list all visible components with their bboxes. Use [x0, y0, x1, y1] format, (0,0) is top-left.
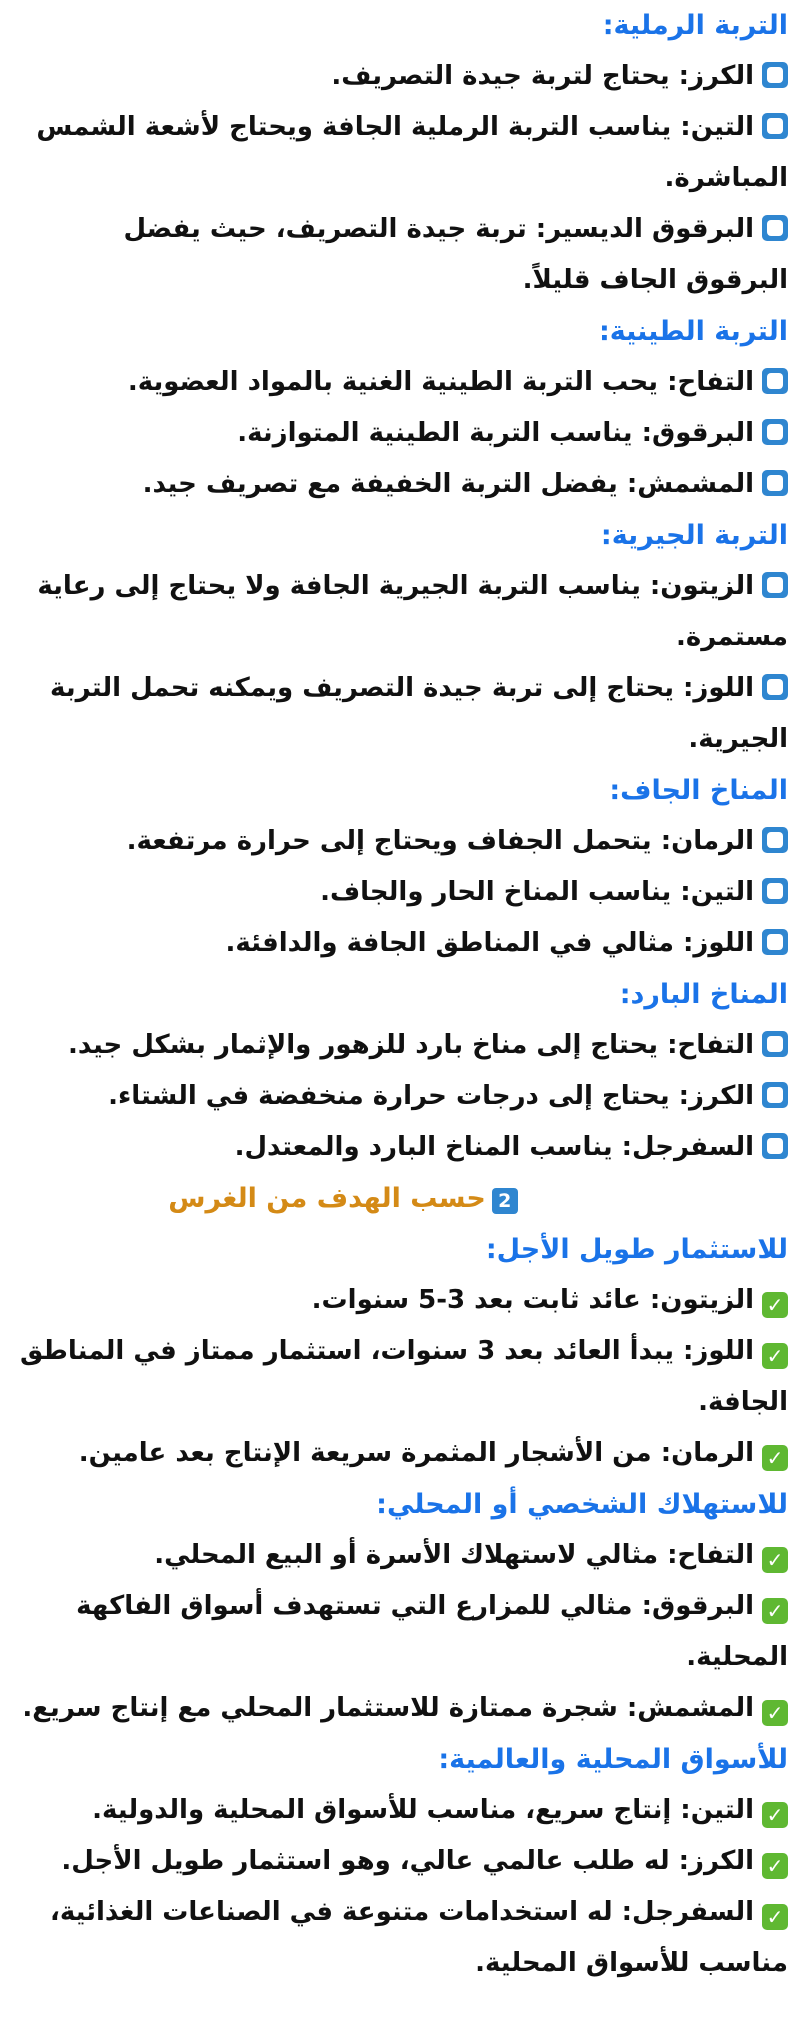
blue-square-button-icon	[762, 929, 788, 955]
list-item-text: البرقوق: مثالي للمزارع التي تستهدف أسواق الفاكهة المحلية.	[76, 1591, 788, 1672]
list-item	[18, 1683, 788, 1734]
goal-heading-long-term-investment: للاستثمار طويل الأجل:	[485, 1234, 788, 1265]
list-item-text: التفاح: يحتاج إلى مناخ بارد للزهور والإثمار بشكل جيد.	[68, 1030, 754, 1060]
list-item-text: السفرجل: يناسب المناخ البارد والمعتدل.	[234, 1132, 754, 1162]
blue-square-button-icon	[762, 1031, 788, 1057]
list-item-text: التين: يناسب التربة الرملية الجافة ويحتاج لأشعة الشمس المباشرة.	[36, 112, 788, 193]
list-item-text: الزيتون: عائد ثابت بعد 3-5 سنوات.	[311, 1285, 754, 1315]
list-item	[18, 1785, 788, 1836]
green-check-mark-icon: ✓	[762, 1598, 788, 1624]
blue-square-button-icon	[762, 572, 788, 598]
list-item-text: الرمان: من الأشجار المثمرة سريعة الإنتاج بعد عامين.	[78, 1438, 754, 1468]
list-item-text: اللوز: مثالي في المناطق الجافة والدافئة.	[225, 928, 754, 958]
list-item-text: التين: يناسب المناخ الحار والجاف.	[320, 877, 754, 907]
list-item	[18, 1275, 788, 1326]
section-title-planting-goal	[18, 1173, 788, 1224]
blue-square-button-icon	[762, 470, 788, 496]
blue-square-button-icon	[762, 1133, 788, 1159]
list-item-text: البرقوق: يناسب التربة الطينية المتوازنة.	[237, 418, 754, 448]
blue-square-button-icon	[762, 674, 788, 700]
list-item-text: اللوز: يحتاج إلى تربة جيدة التصريف ويمكنه تحمل التربة الجيرية.	[50, 673, 788, 754]
green-check-mark-icon: ✓	[762, 1700, 788, 1726]
list-item-text: المشمش: شجرة ممتازة للاستثمار المحلي مع إنتاج سريع.	[22, 1693, 754, 1723]
section-heading-sandy-soil: التربة الرملية:	[602, 10, 788, 41]
blue-square-button-icon	[762, 827, 788, 853]
list-item	[18, 357, 788, 408]
list-item	[18, 918, 788, 969]
list-item	[18, 204, 788, 306]
section-heading-clay-soil: التربة الطينية:	[598, 316, 788, 347]
green-check-mark-icon: ✓	[762, 1445, 788, 1471]
list-item	[18, 1887, 788, 1989]
section-heading-dry-climate: المناخ الجاف:	[609, 775, 788, 806]
list-item-text: السفرجل: له استخدامات متنوعة في الصناعات الغذائية، مناسب للأسواق المحلية.	[49, 1897, 788, 1978]
green-check-mark-icon: ✓	[762, 1904, 788, 1930]
blue-square-button-icon	[762, 878, 788, 904]
list-item	[18, 1581, 788, 1683]
list-item-text: الكرز: يحتاج إلى درجات حرارة منخفضة في الشتاء.	[108, 1081, 754, 1111]
section-title-text: حسب الهدف من الغرس	[168, 1183, 486, 1214]
list-item	[18, 51, 788, 102]
list-item	[18, 663, 788, 765]
list-item	[18, 408, 788, 459]
list-item-text: التفاح: مثالي لاستهلاك الأسرة أو البيع المحلي.	[154, 1540, 754, 1570]
list-item	[18, 867, 788, 918]
green-check-mark-icon: ✓	[762, 1547, 788, 1573]
green-check-mark-icon: ✓	[762, 1343, 788, 1369]
list-item-text: البرقوق الديسير: تربة جيدة التصريف، حيث يفضل البرقوق الجاف قليلاً.	[123, 214, 788, 295]
list-item	[18, 1071, 788, 1122]
green-check-mark-icon: ✓	[762, 1802, 788, 1828]
list-item	[18, 1836, 788, 1887]
list-item	[18, 1428, 788, 1479]
blue-square-button-icon	[762, 368, 788, 394]
keycap-number-icon: 2	[492, 1188, 518, 1214]
blue-square-button-icon	[762, 1082, 788, 1108]
blue-square-button-icon	[762, 113, 788, 139]
section-heading-cold-climate: المناخ البارد:	[619, 979, 788, 1010]
list-item-text: التين: إنتاج سريع، مناسب للأسواق المحلية والدولية.	[92, 1795, 754, 1825]
green-check-mark-icon: ✓	[762, 1853, 788, 1879]
list-item-text: التفاح: يحب التربة الطينية الغنية بالمواد العضوية.	[127, 367, 754, 397]
list-item	[18, 1122, 788, 1173]
list-item-text: الكرز: يحتاج لتربة جيدة التصريف.	[331, 61, 754, 91]
list-item	[18, 1020, 788, 1071]
list-item	[18, 816, 788, 867]
blue-square-button-icon	[762, 419, 788, 445]
list-item	[18, 102, 788, 204]
goal-heading-local-consumption: للاستهلاك الشخصي أو المحلي:	[376, 1489, 788, 1520]
list-item-text: الكرز: له طلب عالمي عالي، وهو استثمار طويل الأجل.	[61, 1846, 754, 1876]
list-item-text: المشمش: يفضل التربة الخفيفة مع تصريف جيد.	[142, 469, 754, 499]
blue-square-button-icon	[762, 62, 788, 88]
list-item-text: اللوز: يبدأ العائد بعد 3 سنوات، استثمار ممتاز في المناطق الجافة.	[19, 1336, 788, 1417]
section-heading-calcareous-soil: التربة الجيرية:	[600, 520, 788, 551]
list-item	[18, 561, 788, 663]
list-item	[18, 1326, 788, 1428]
list-item	[18, 459, 788, 510]
blue-square-button-icon	[762, 215, 788, 241]
green-check-mark-icon: ✓	[762, 1292, 788, 1318]
goal-heading-global-markets: للأسواق المحلية والعالمية:	[438, 1744, 788, 1775]
list-item	[18, 1530, 788, 1581]
list-item-text: الزيتون: يناسب التربة الجيرية الجافة ولا يحتاج إلى رعاية مستمرة.	[37, 571, 788, 652]
list-item-text: الرمان: يتحمل الجفاف ويحتاج إلى حرارة مرتفعة.	[126, 826, 754, 856]
